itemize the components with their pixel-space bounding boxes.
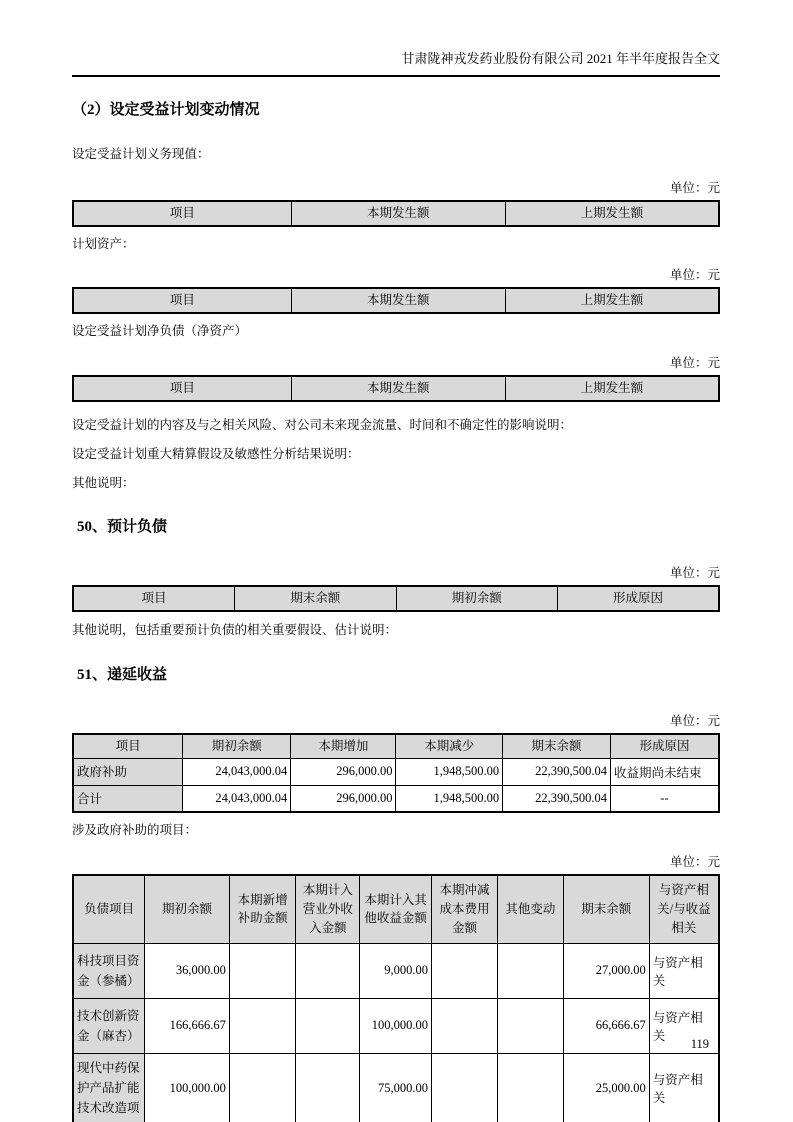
cell-reason: 收益期尚未结束 (610, 758, 719, 785)
section-heading-50: 50、预计负债 (77, 519, 168, 536)
column-header: 期初余额 (183, 734, 291, 758)
cell-non-operating-income (296, 943, 360, 998)
cell-closing-balance: 22,390,500.04 (503, 785, 611, 812)
cell-other-income: 9,000.00 (360, 943, 432, 998)
column-header: 上期发生额 (505, 376, 719, 401)
section-heading-51: 51、递延收益 (77, 667, 168, 684)
cell-other-changes (497, 1053, 563, 1122)
deferred-income-table (72, 733, 720, 813)
cell-cost-offset (432, 943, 498, 998)
section-heading-benefit-plan-changes: （2）设定受益计划变动情况 (72, 101, 260, 118)
cell-opening-balance: 24,043,000.04 (183, 785, 291, 812)
cell-new-subsidy (229, 998, 296, 1053)
cell-asset-related: 与资产相关 (649, 943, 719, 998)
paragraph-subsidy-projects: 涉及政府补助的项目： (72, 823, 198, 838)
paragraph-other-note: 其他说明： (72, 475, 135, 490)
cell-cost-offset (432, 1053, 498, 1122)
plan-assets-table (72, 287, 720, 314)
cell-closing-balance: 27,000.00 (563, 943, 649, 998)
unit-label: 单位：元 (669, 714, 720, 729)
column-header: 本期冲减成本费用金额 (432, 875, 498, 943)
benefit-obligation-table (72, 200, 720, 227)
cell-cost-offset (432, 998, 498, 1053)
column-header: 本期增加 (291, 734, 396, 758)
unit-label: 单位：元 (669, 566, 720, 581)
cell-reason: -- (610, 785, 719, 812)
subsidy-projects-table (72, 874, 720, 1122)
cell-closing-balance: 22,390,500.04 (503, 758, 611, 785)
cell-period-decrease: 1,948,500.00 (396, 785, 503, 812)
cell-asset-related: 与资产相关 (649, 998, 719, 1053)
unit-label: 单位：元 (669, 356, 720, 371)
paragraph-net-liability: 设定受益计划净负债（净资产） (72, 324, 248, 339)
column-header: 本期发生额 (291, 376, 505, 401)
unit-label: 单位：元 (669, 180, 720, 195)
table-row-tech-project-fund (73, 943, 719, 998)
cell-item: 政府补助 (73, 758, 183, 785)
column-header: 期初余额 (396, 586, 558, 611)
column-header: 负债项目 (73, 875, 145, 943)
paragraph-risk-note: 设定受益计划的内容及与之相关风险、对公司未来现金流量、时间和不确定性的影响说明： (72, 417, 573, 432)
table-row-total (73, 785, 719, 812)
column-header: 本期发生额 (291, 288, 505, 313)
table-row-tech-innovation-fund (73, 998, 719, 1053)
column-header: 期末余额 (563, 875, 649, 943)
cell-other-changes (497, 943, 563, 998)
cell-non-operating-income (296, 1053, 360, 1122)
cell-new-subsidy (229, 1053, 296, 1122)
cell-opening-balance: 36,000.00 (145, 943, 230, 998)
paragraph-actuarial-note: 设定受益计划重大精算假设及敏感性分析结果说明： (72, 446, 360, 461)
column-header: 本期减少 (396, 734, 503, 758)
column-header: 上期发生额 (505, 288, 719, 313)
cell-closing-balance: 66,666.67 (563, 998, 649, 1053)
cell-opening-balance: 100,000.00 (145, 1053, 230, 1122)
cell-item: 合计 (73, 785, 183, 812)
cell-period-increase: 296,000.00 (291, 758, 396, 785)
unit-label: 单位：元 (669, 268, 720, 283)
column-header: 项目 (73, 201, 291, 226)
table-row-tcm-expansion-project (73, 1053, 719, 1122)
unit-label: 单位：元 (669, 855, 720, 870)
net-liability-table (72, 375, 720, 402)
page-header (72, 0, 720, 77)
column-header: 本期计入其他收益金额 (360, 875, 432, 943)
cell-liability-item: 现代中药保护产品扩能技术改造项 (73, 1053, 145, 1122)
paragraph-plan-assets: 计划资产： (72, 236, 135, 251)
cell-non-operating-income (296, 998, 360, 1053)
column-header: 其他变动 (497, 875, 563, 943)
cell-other-changes (497, 998, 563, 1053)
column-header: 项目 (73, 586, 235, 611)
report-title: 甘肃陇神戎发药业股份有限公司 2021 年半年度报告全文 (401, 51, 720, 66)
cell-liability-item: 科技项目资金（参橘） (73, 943, 145, 998)
cell-closing-balance: 25,000.00 (563, 1053, 649, 1122)
column-header: 项目 (73, 288, 291, 313)
cell-period-increase: 296,000.00 (291, 785, 396, 812)
column-header: 形成原因 (610, 734, 719, 758)
column-header: 本期计入营业外收入金额 (296, 875, 360, 943)
cell-opening-balance: 24,043,000.04 (183, 758, 291, 785)
page-number: 119 (690, 1037, 709, 1051)
cell-other-income: 75,000.00 (360, 1053, 432, 1122)
cell-asset-related: 与资产相关 (649, 1053, 719, 1122)
cell-opening-balance: 166,666.67 (145, 998, 230, 1053)
paragraph-provisions-other-note: 其他说明，包括重要预计负债的相关重要假设、估计说明： (72, 623, 398, 638)
column-header: 形成原因 (558, 586, 720, 611)
cell-new-subsidy (229, 943, 296, 998)
column-header: 期末余额 (503, 734, 611, 758)
column-header: 本期新增补助金额 (229, 875, 296, 943)
column-header: 项目 (73, 734, 183, 758)
column-header: 与资产相关/与收益相关 (649, 875, 719, 943)
cell-period-decrease: 1,948,500.00 (396, 758, 503, 785)
paragraph-obligation-present-value: 设定受益计划义务现值： (72, 146, 210, 161)
column-header: 期初余额 (145, 875, 230, 943)
column-header: 期末余额 (235, 586, 397, 611)
table-row-government-subsidy (73, 758, 719, 785)
column-header: 项目 (73, 376, 291, 401)
cell-other-income: 100,000.00 (360, 998, 432, 1053)
column-header: 上期发生额 (505, 201, 719, 226)
column-header: 本期发生额 (291, 201, 505, 226)
provisions-table (72, 585, 720, 612)
cell-liability-item: 技术创新资金（麻杏） (73, 998, 145, 1053)
